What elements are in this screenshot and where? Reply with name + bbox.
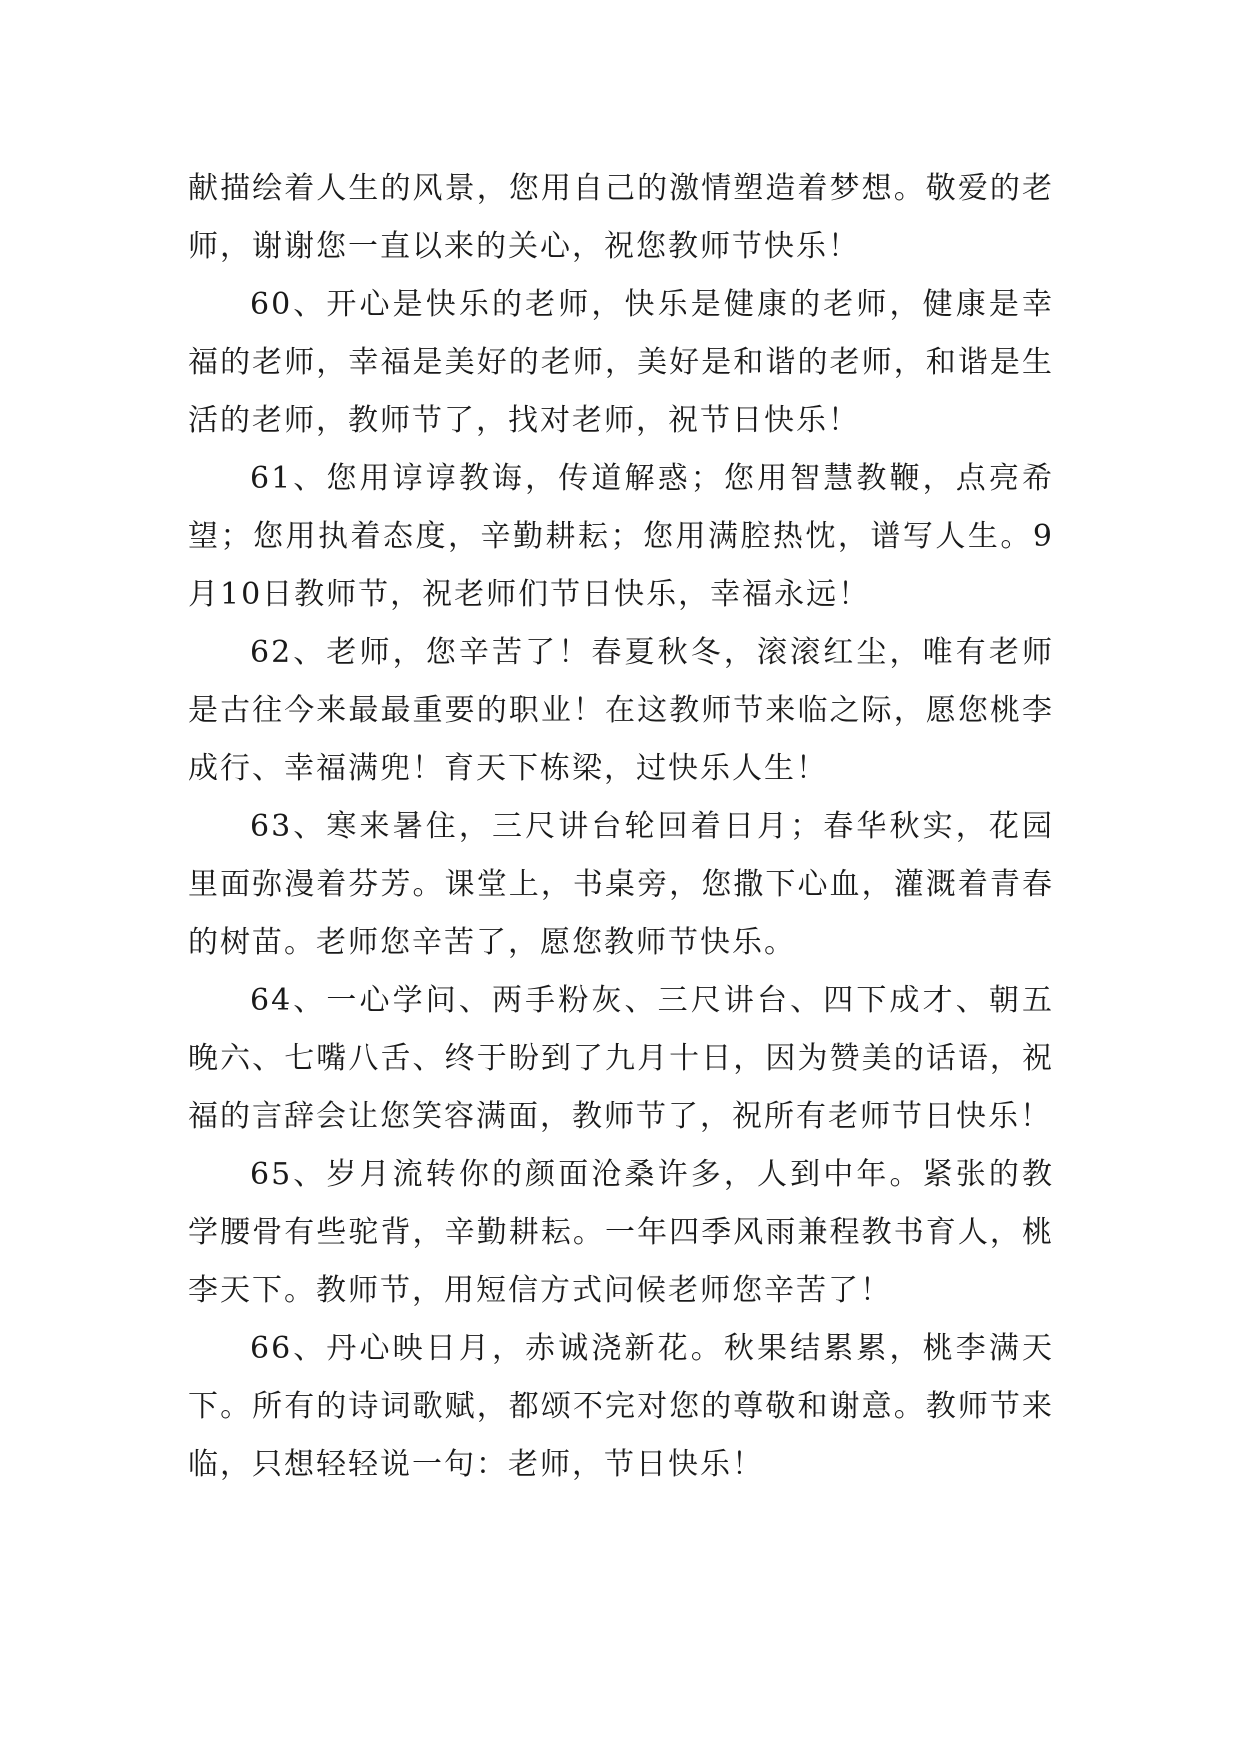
- paragraph-60: 60、开心是快乐的老师，快乐是健康的老师，健康是幸福的老师，幸福是美好的老师，美好是和谐的老师，和谐是生活的老师，教师节了，找对老师，祝节日快乐！: [188, 287, 1054, 438]
- paragraph-61: 61、您用谆谆教诲，传道解惑；您用智慧教鞭，点亮希望；您用执着态度，辛勤耕耘；您用满腔热忱，谱写人生。9月10日教师节，祝老师们节日快乐，幸福永远！: [188, 461, 1054, 612]
- paragraph-65: 65、岁月流转你的颜面沧桑许多，人到中年。紧张的教学腰骨有些驼背，辛勤耕耘。一年四季风雨兼程教书育人，桃李天下。教师节，用短信方式问候老师您辛苦了！: [188, 1157, 1054, 1308]
- paragraph-62: 62、老师，您辛苦了！春夏秋冬，滚滚红尘，唯有老师是古往今来最最重要的职业！在这教师节来临之际，愿您桃李成行、幸福满兜！育天下栋梁，过快乐人生！: [188, 635, 1054, 786]
- paragraph-66: 66、丹心映日月，赤诚浇新花。秋果结累累，桃李满天下。所有的诗词歌赋，都颂不完对您的尊敬和谢意。教师节来临，只想轻轻说一句：老师，节日快乐！: [188, 1331, 1054, 1482]
- document-body: [188, 160, 1054, 1494]
- paragraph-63: 63、寒来暑住，三尺讲台轮回着日月；春华秋实，花园里面弥漫着芬芳。课堂上，书桌旁，您撒下心血，灌溉着青春的树苗。老师您辛苦了，愿您教师节快乐。: [188, 809, 1054, 960]
- paragraph-continuation: 献描绘着人生的风景，您用自己的激情塑造着梦想。敬爱的老师，谢谢您一直以来的关心，祝您教师节快乐！: [188, 171, 1054, 264]
- paragraph-64: 64、一心学问、两手粉灰、三尺讲台、四下成才、朝五晚六、七嘴八舌、终于盼到了九月十日，因为赞美的话语，祝福的言辞会让您笑容满面，教师节了，祝所有老师节日快乐！: [188, 983, 1054, 1134]
